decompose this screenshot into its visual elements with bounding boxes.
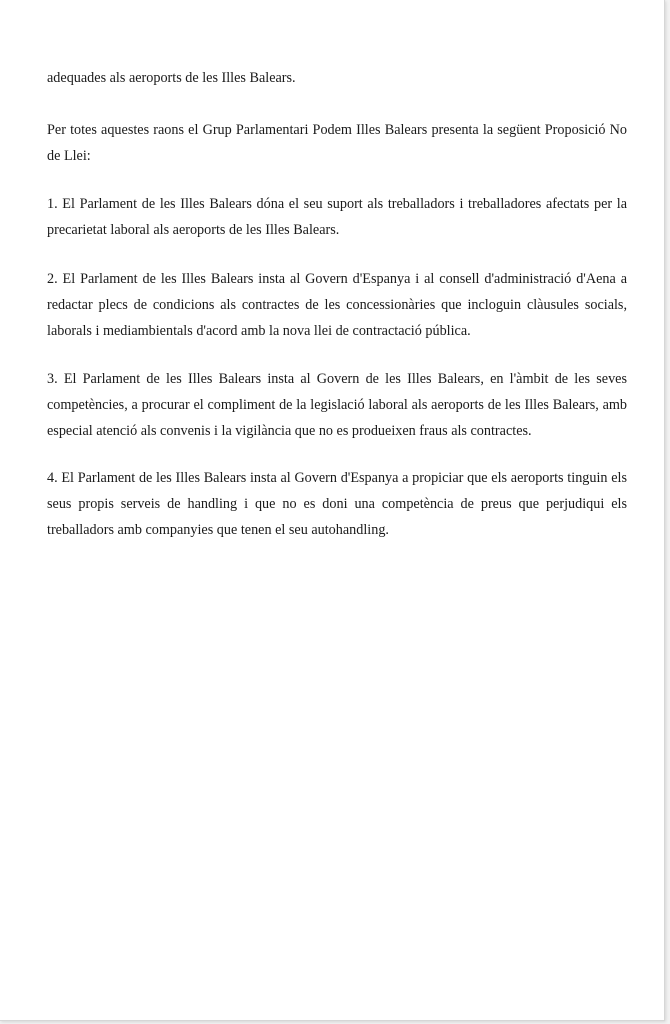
proposal-item-1 <box>47 191 627 243</box>
paragraph-text: 2. El Parlament de les Illes Balears insta al Govern d'Espanya i al consell d'administració d'Aena a redactar plecs de condicions als contractes de les concessionàries que incloguin clàusules socials, laborals i mediambientals d'acord amb la nova llei de contractació pública. <box>47 271 627 339</box>
paragraph-continuation <box>47 65 627 91</box>
proposal-item-2 <box>47 266 627 344</box>
paragraph-introduction <box>47 117 627 169</box>
proposal-item-3 <box>47 366 627 444</box>
paragraph-text: Per totes aquestes raons el Grup Parlamentari Podem Illes Balears presenta la següent Proposició No de Llei: <box>47 122 627 164</box>
paragraph-text: adequades als aeroports de les Illes Balears. <box>47 70 296 86</box>
paragraph-text: 4. El Parlament de les Illes Balears insta al Govern d'Espanya a propiciar que els aeroports tinguin els seus propis serveis de handling i que no es doni una competència de preus que perjudiqui els treballadors amb companyies que tenen el seu autohandling. <box>47 470 627 538</box>
paragraph-text: 3. El Parlament de les Illes Balears insta al Govern de les Illes Balears, en l'àmbit de les seves competències, a procurar el compliment de la legislació laboral als aeroports de les Illes Balears, amb especial atenció als convenis i la vigilància que no es produeixen fraus als contractes. <box>47 371 627 439</box>
proposal-item-4 <box>47 465 627 543</box>
paragraph-text: 1. El Parlament de les Illes Balears dóna el seu suport als treballadors i treballadores afectats per la precarietat laboral als aeroports de les Illes Balears. <box>47 196 627 238</box>
